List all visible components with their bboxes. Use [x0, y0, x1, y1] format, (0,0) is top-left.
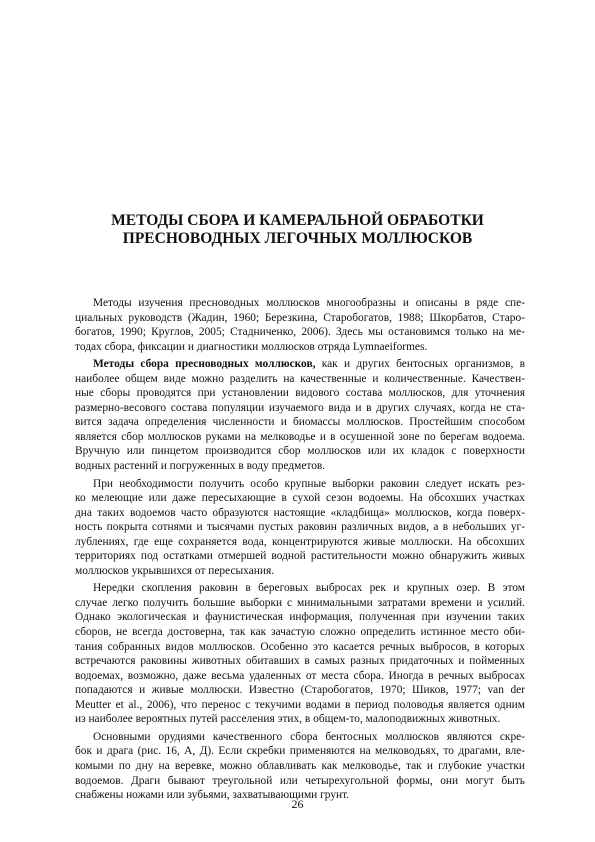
text-line: водоемов. Драги бывают треугольной или четырехугольной формы, они могут быть — [75, 774, 525, 787]
text-line: тания собранных видов моллюсков. Особенно это касается речных выбросов, в которых — [75, 640, 525, 653]
text-line: Однако экологическая и фаунистическая информация, полученная при изучении таких — [75, 611, 525, 624]
text-line: размерно-весового состава популяции изучаемого вида и в других случаях, когда не ста- — [75, 401, 525, 414]
text-line: является сбор моллюсков руками на мелководье и в осушенной зоне по берегам водоема. — [75, 430, 525, 443]
text-line: ные сборы проводятся при установлении видового состава моллюсков, для уточнения — [75, 387, 525, 400]
text-line: богатов, 1990; Круглов, 2005; Стадниченко, 2006). Здесь мы остановимся только на ме- — [75, 326, 525, 339]
text-line: вится задача определения численности и биомассы моллюсков. Простейшим способом — [75, 416, 525, 429]
paragraph — [75, 296, 525, 354]
text-line: ко мелеющие или даже пересыхающие в сухой сезон водоемы. На обсохших участках — [75, 492, 525, 505]
text-line: встречаются раковины животных обитавших в самых разных придаточных и пойменных — [75, 655, 525, 668]
paragraph — [75, 581, 525, 726]
text-line: комыми по дну на веревке, можно облавливать как мелководье, так и глубокие участки — [75, 759, 525, 772]
page-number: 26 — [291, 797, 304, 811]
text-line: водоемах, возможно, даже весьма удаленных от места сбора. Иногда в речных выбросах — [75, 669, 525, 682]
paragraph — [75, 730, 525, 803]
text-line: тодах сбора, фиксации и диагностики моллюсков отряда Lymnaeiformes. — [75, 340, 428, 353]
bold-lead: Методы сбора пресноводных моллюсков, — [93, 358, 316, 371]
text-line: лублениях, где еще сохраняется вода, концентрируются живые моллюски. На обсохших — [75, 535, 525, 548]
text-line: водных растений и погруженных в воду предметов. — [75, 460, 326, 473]
text-line — [75, 357, 525, 372]
text-line: случае легко получить большие выборки с минимальными затратами времени и усилий. — [75, 596, 525, 609]
text-line: наиболее общем виде можно разделить на качественные и количественные. Качествен- — [75, 372, 525, 385]
text-line: моллюсков укрывшихся от пересыхания. — [75, 564, 275, 577]
text-line: Методы изучения пресноводных моллюсков многообразны и описаны в ряде спе- — [93, 297, 525, 309]
paragraph — [75, 357, 525, 473]
chapter-title-line: ПРЕСНОВОДНЫХ ЛЕГОЧНЫХ МОЛЛЮСКОВ — [122, 230, 473, 247]
text-line: бок и драга (рис. 16, А, Д). Если скребки применяются на мелководьях, то драгами, вле- — [75, 745, 525, 758]
lead-rest: как и других бентосных организмов, в — [315, 358, 525, 371]
text-line: сборов, не всегда достоверна, так как зачастую сложно определить истинное место оби- — [75, 626, 525, 639]
text-line: снабжены ножами или зубьями, захватывающими грунт. — [75, 789, 350, 802]
text-line: попадаются и живые моллюски. Известно (Старобогатов, 1970; Шиков, 1977; van der — [75, 684, 525, 697]
text-line: циальных руководств (Жадин, 1960; Березкина, Старобогатов, 1988; Шкорбатов, Старо- — [75, 311, 525, 324]
paragraph — [75, 477, 525, 579]
text-line: Нередки скопления раковин в береговых выбросах рек и крупных озер. В этом — [93, 582, 525, 595]
text-line: ность покрыта сотнями и тысячами пустых раковин различных видов, а в небольших уг- — [75, 521, 525, 534]
text-line: территориях под остатками отмершей водной растительности можно обнаружить живых — [75, 550, 525, 563]
text-line: При необходимости получить особо крупные выборки раковин следует искать рез- — [93, 477, 525, 490]
text-line: Вручную или пинцетом производится сбор моллюсков или их кладок с поверхности — [75, 445, 525, 458]
text-line: Meutter et al., 2006), что перенос с текучими водами в период половодья является одним — [75, 698, 525, 711]
text-line: из наиболее вероятных путей расселения этих, в общем-то, малоподвижных животных. — [75, 713, 501, 726]
body-text — [75, 296, 525, 803]
chapter-title — [60, 212, 535, 248]
text-line: Основными орудиями качественного сбора бентосных моллюсков являются скре- — [93, 730, 525, 743]
chapter-title-line: МЕТОДЫ СБОРА И КАМЕРАЛЬНОЙ ОБРАБОТКИ — [111, 212, 484, 229]
text-line: дна таких водоемов часто образуются настоящие «кладбища» моллюсков, когда поверх- — [75, 506, 525, 519]
